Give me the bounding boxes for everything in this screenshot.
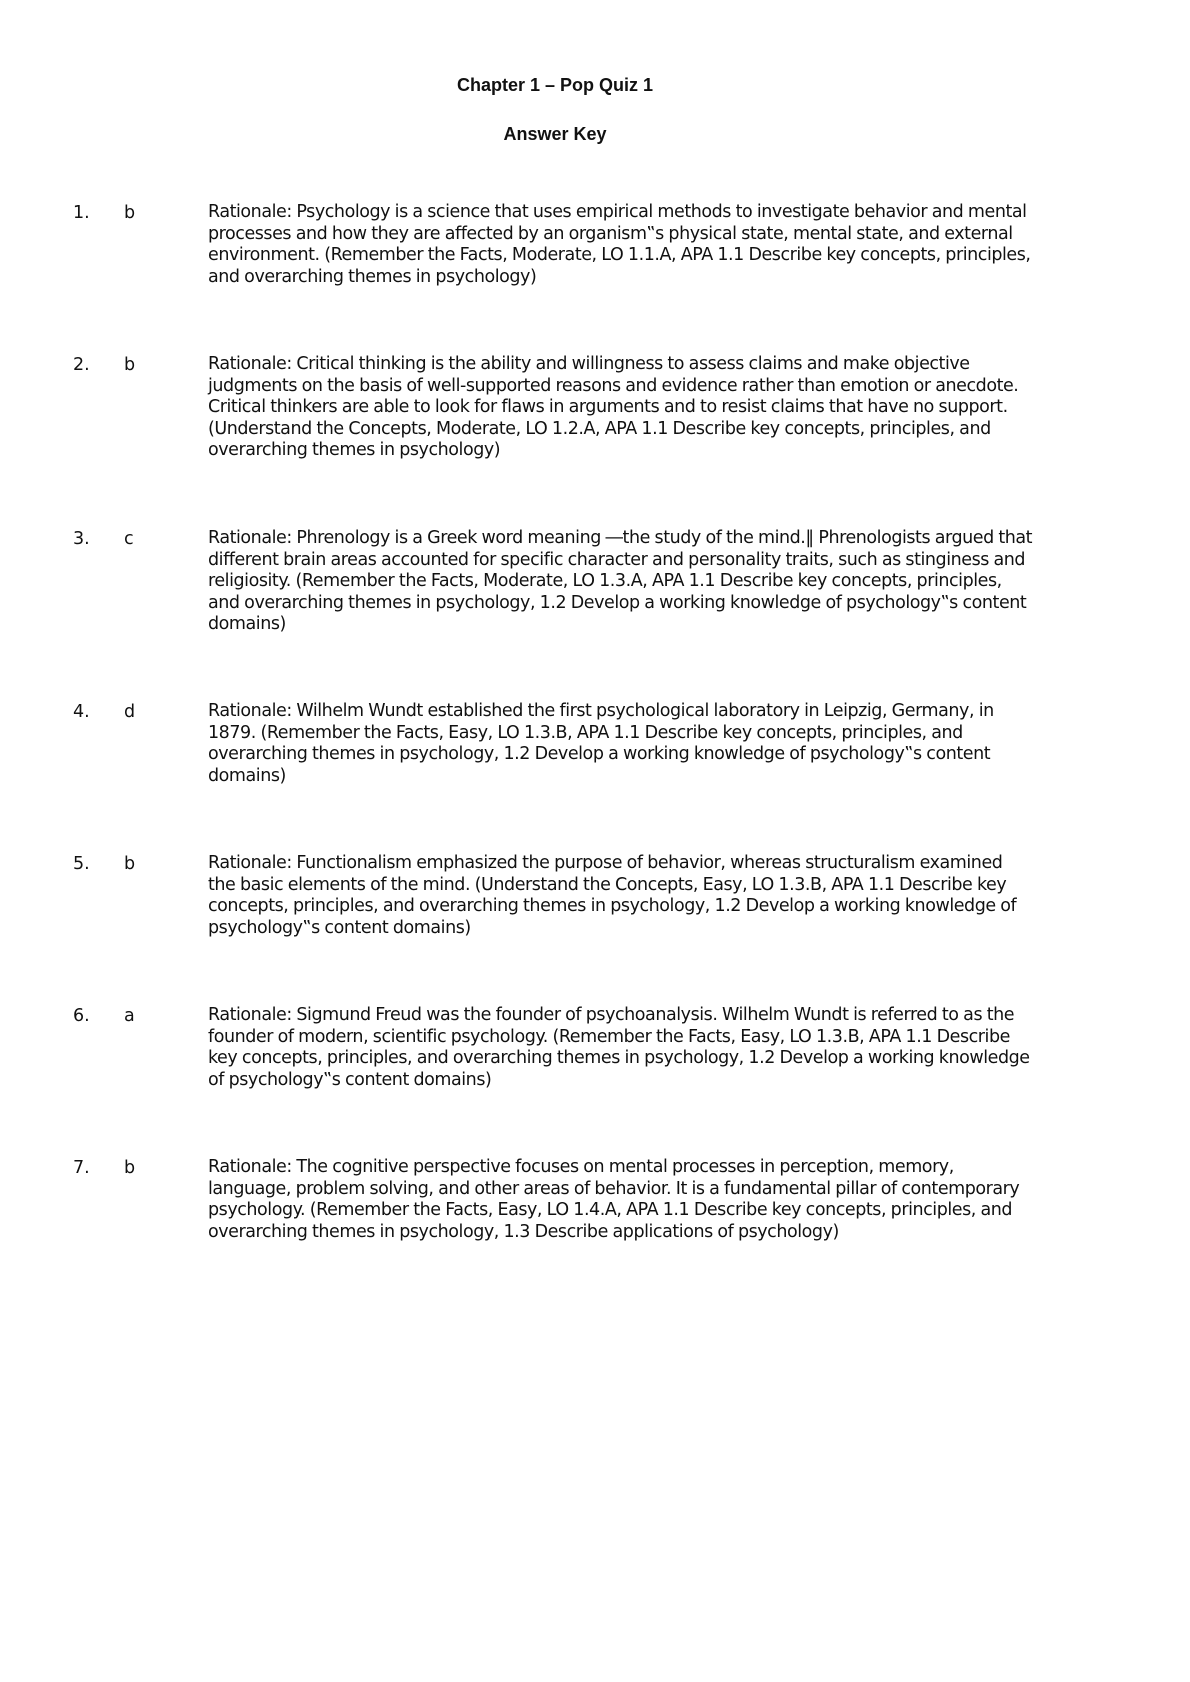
answer-rationale: Rationale: Wilhelm Wundt established the first psychological laboratory in Leipzig, Germany, in 1879. (Remember the Facts, Easy, LO 1.3.B, APA 1.1 Describe key concepts, principles, and overarching themes in psychology, 1.2 Develop a working knowledge of psychology‟s content domains) <box>208 701 994 786</box>
question-number: 7. <box>73 1158 90 1178</box>
answer-letter: d <box>124 702 136 722</box>
answer-letter: a <box>124 1006 135 1026</box>
answer-letter: c <box>124 529 134 549</box>
answer-rationale: Rationale: The cognitive perspective focuses on mental processes in perception, memory, language, problem solving, and other areas of behavior. It is a fundamental pillar of contemporary psychology. (Remember the Facts, Easy, LO 1.4.A, APA 1.1 Describe key concepts, principles, and overarching themes in psychology, 1.3 Describe applications of psychology) <box>208 1157 1020 1242</box>
answer-rationale: Rationale: Phrenology is a Greek word meaning ―the study of the mind.‖ Phrenologists argued that different brain areas accounted for specific character and personality traits, such as stinginess and religiosity. (Remember the Facts, Moderate, LO 1.3.A, APA 1.1 Describe key concepts, principles, and overarching themes in psychology, 1.2 Develop a working knowledge of psychology‟s content domains) <box>208 528 1033 635</box>
answer-letter: b <box>124 854 136 874</box>
page-title: Chapter 1 – Pop Quiz 1 <box>456 75 654 95</box>
question-number: 6. <box>73 1006 90 1026</box>
question-number: 5. <box>73 854 90 874</box>
question-number: 2. <box>73 355 90 375</box>
question-number: 3. <box>73 529 90 549</box>
answer-letter: b <box>124 203 136 223</box>
answer-letter: b <box>124 355 136 375</box>
answer-rationale: Rationale: Functionalism emphasized the purpose of behavior, whereas structuralism examined the basic elements of the mind. (Understand the Concepts, Easy, LO 1.3.B, APA 1.1 Describe key concepts, principles, and overarching themes in psychology, 1.2 Develop a working knowledge of psychology‟s content domains) <box>208 853 1017 938</box>
answer-rationale: Rationale: Psychology is a science that uses empirical methods to investigate behavior and mental processes and how they are affected by an organism‟s physical state, mental state, and external environment. (Remember the Facts, Moderate, LO 1.1.A, APA 1.1 Describe key concepts, principles, and overarching themes in psychology) <box>208 202 1031 287</box>
question-number: 4. <box>73 702 90 722</box>
answer-letter: b <box>124 1158 136 1178</box>
answer-rationale: Rationale: Sigmund Freud was the founder of psychoanalysis. Wilhelm Wundt is referred to as the founder of modern, scientific psychology. (Remember the Facts, Easy, LO 1.3.B, APA 1.1 Describe key concepts, principles, and overarching themes in psychology, 1.2 Develop a working knowledge of psychology‟s content domains) <box>208 1005 1030 1090</box>
page-subtitle: Answer Key <box>503 124 607 144</box>
answer-rationale: Rationale: Critical thinking is the ability and willingness to assess claims and make objective judgments on the basis of well-supported reasons and evidence rather than emotion or anecdote. Critical thinkers are able to look for flaws in arguments and to resist claims that have no support. (Understand the Concepts, Moderate, LO 1.2.A, APA 1.1 Describe key concepts, principles, and overarching themes in psychology) <box>208 354 1019 461</box>
question-number: 1. <box>73 203 90 223</box>
